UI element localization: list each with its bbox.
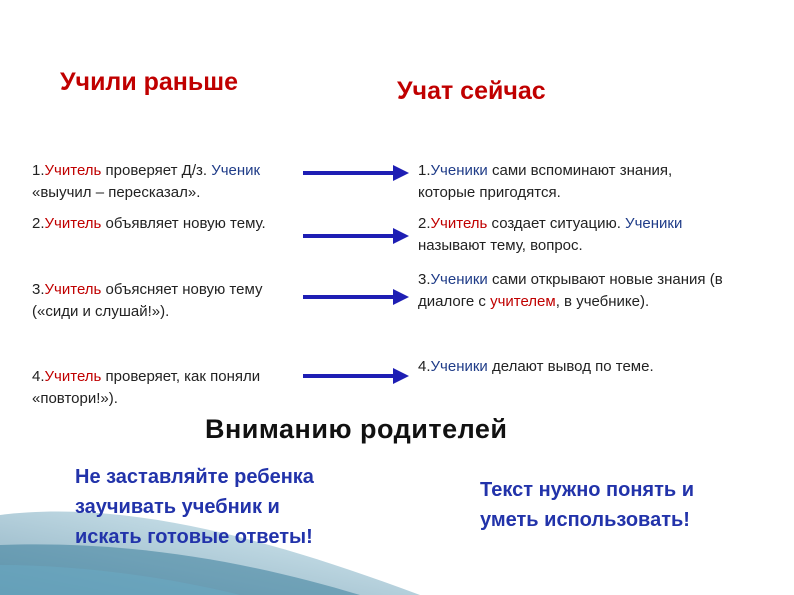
right-item-4: 4.Ученики делают вывод по теме. (418, 358, 654, 375)
arrow-right-icon (303, 289, 409, 305)
advice-left-line: искать готовые ответы! (75, 526, 313, 548)
left-item-2: 2.Учитель объявляет новую тему. (32, 215, 266, 232)
right-item-2: 2.Учитель создает ситуацию. Ученики называют тему, вопрос. (418, 215, 683, 254)
left-item-1: 1.Учитель проверяет Д/з. Ученик «выучил – пересказал». (32, 162, 261, 201)
advice-left (75, 462, 314, 552)
arrow-right-icon (303, 228, 409, 244)
right-item-3: 3.Ученики сами открывают новые знания (в диалоге с учителем, в учебнике). (418, 271, 723, 310)
heading-before: Учили раньше (60, 68, 239, 96)
advice-right-line: уметь использовать! (480, 509, 690, 531)
advice-right (480, 475, 694, 535)
heading-now: Учат сейчас (397, 77, 546, 105)
arrow-right-icon (303, 165, 409, 181)
left-item-3: 3.Учитель объясняет новую тему («сиди и слушай!»). (32, 281, 263, 320)
advice-left-line: Не заставляйте ребенка (75, 466, 314, 488)
advice-right-line: Текст нужно понять и (480, 479, 695, 501)
arrow-right-icon (303, 368, 409, 384)
left-item-4: 4.Учитель проверяет, как поняли «повтори!»). (32, 368, 261, 407)
advice-left-line: заучивать учебник и (75, 496, 280, 518)
attention-title: Вниманию родителей (205, 414, 508, 444)
right-item-1: 1.Ученики сами вспоминают знания, которые пригодятся. (418, 162, 673, 201)
